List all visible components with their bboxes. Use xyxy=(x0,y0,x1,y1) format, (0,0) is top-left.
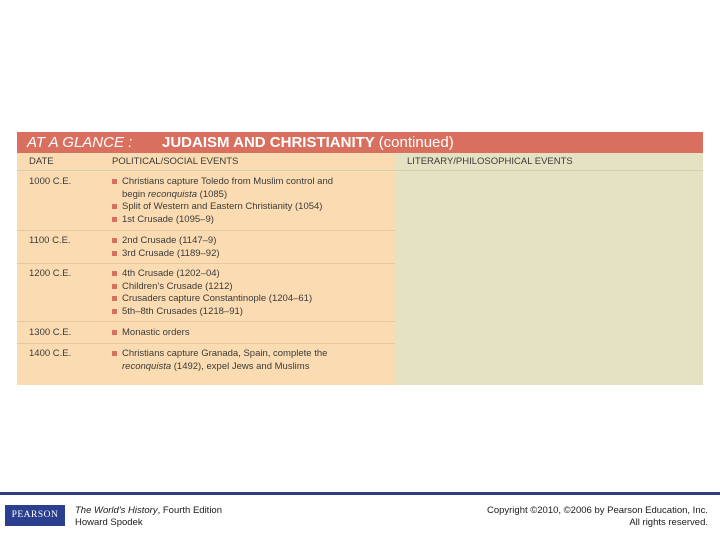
table-title-bar xyxy=(17,132,703,153)
event-text: 5th–8th Crusades (1218–91) xyxy=(122,305,243,317)
bullet-icon xyxy=(112,238,117,243)
event-item xyxy=(112,235,220,248)
event-text: Christians capture Toledo from Muslim control and xyxy=(122,176,334,187)
row-date: 1200 C.E. xyxy=(29,268,72,279)
bullet-icon xyxy=(112,271,117,276)
title-prefix: AT A GLANCE : xyxy=(27,134,133,151)
book-edition: , Fourth Edition xyxy=(157,505,222,516)
pearson-logo: PEARSON xyxy=(5,505,65,526)
event-list xyxy=(112,268,312,318)
event-item xyxy=(112,214,333,227)
event-item xyxy=(112,293,312,306)
event-text: 4th Crusade (1202–04) xyxy=(122,268,220,279)
event-list xyxy=(112,348,327,373)
event-item xyxy=(112,268,312,281)
bullet-icon xyxy=(112,330,117,335)
row-divider xyxy=(17,321,395,322)
event-text: Split of Western and Eastern Christianity (1054) xyxy=(122,201,323,212)
event-item xyxy=(112,281,312,294)
copyright-text: Copyright ©2010, ©2006 by Pearson Education, Inc. xyxy=(486,505,708,516)
event-text: Christians capture Granada, Spain, complete the xyxy=(122,348,328,359)
row-date: 1100 C.E. xyxy=(29,235,71,246)
column-header-row xyxy=(17,153,703,170)
event-text-continued xyxy=(122,189,333,202)
event-text: 2nd Crusade (1147–9) xyxy=(122,235,217,246)
bullet-icon xyxy=(112,284,117,289)
row-divider xyxy=(17,230,395,231)
event-text-continued xyxy=(122,361,327,374)
event-list xyxy=(112,176,333,226)
event-list xyxy=(112,327,190,340)
bullet-icon xyxy=(112,309,117,314)
event-text: 1st Crusade (1095–9) xyxy=(122,213,214,225)
rights-text: All rights reserved. xyxy=(629,517,708,528)
bullet-icon xyxy=(112,217,117,222)
row-divider xyxy=(17,170,703,171)
row-date: 1300 C.E. xyxy=(29,327,72,338)
bullet-icon xyxy=(112,296,117,301)
book-title: The World's History xyxy=(75,505,158,516)
event-item xyxy=(112,306,312,319)
title-suffix: (continued) xyxy=(378,134,454,151)
title-text: JUDAISM AND CHRISTIANITY xyxy=(162,134,375,151)
event-text-plain: (1085) xyxy=(197,188,228,200)
event-text-plain: (1492), expel Jews and Muslims xyxy=(171,360,310,372)
row-divider xyxy=(17,343,395,344)
row-date: 1000 C.E. xyxy=(29,176,72,187)
bullet-icon xyxy=(112,204,117,209)
event-text-italic: reconquista xyxy=(147,188,198,200)
bullet-icon xyxy=(112,251,117,256)
literary-column-bg xyxy=(395,153,703,385)
bullet-icon xyxy=(112,351,117,356)
event-item xyxy=(112,327,190,340)
at-a-glance-table xyxy=(17,132,703,385)
copyright-notice xyxy=(487,505,708,529)
event-text: Monastic orders xyxy=(122,327,190,338)
event-text: 3rd Crusade (1189–92) xyxy=(122,247,220,259)
book-credit xyxy=(75,505,222,529)
header-date: DATE xyxy=(29,156,54,167)
bullet-icon xyxy=(112,179,117,184)
row-date: 1400 C.E. xyxy=(29,348,72,359)
event-item xyxy=(112,176,333,201)
event-text: Crusaders capture Constantinople (1204–61) xyxy=(122,293,313,304)
event-text: Children's Crusade (1212) xyxy=(122,280,233,292)
event-item xyxy=(112,348,327,373)
book-title-line xyxy=(75,505,222,517)
event-text-plain: begin xyxy=(122,188,148,200)
event-text-italic: reconquista xyxy=(122,360,172,372)
header-political: POLITICAL/SOCIAL EVENTS xyxy=(112,156,239,167)
row-divider xyxy=(17,263,395,264)
event-list xyxy=(112,235,220,260)
header-literary: LITERARY/PHILOSOPHICAL EVENTS xyxy=(407,156,573,167)
title-main xyxy=(162,132,454,153)
event-item xyxy=(112,248,220,261)
book-author: Howard Spodek xyxy=(75,517,143,528)
event-item xyxy=(112,201,333,214)
footer-divider xyxy=(0,492,720,495)
